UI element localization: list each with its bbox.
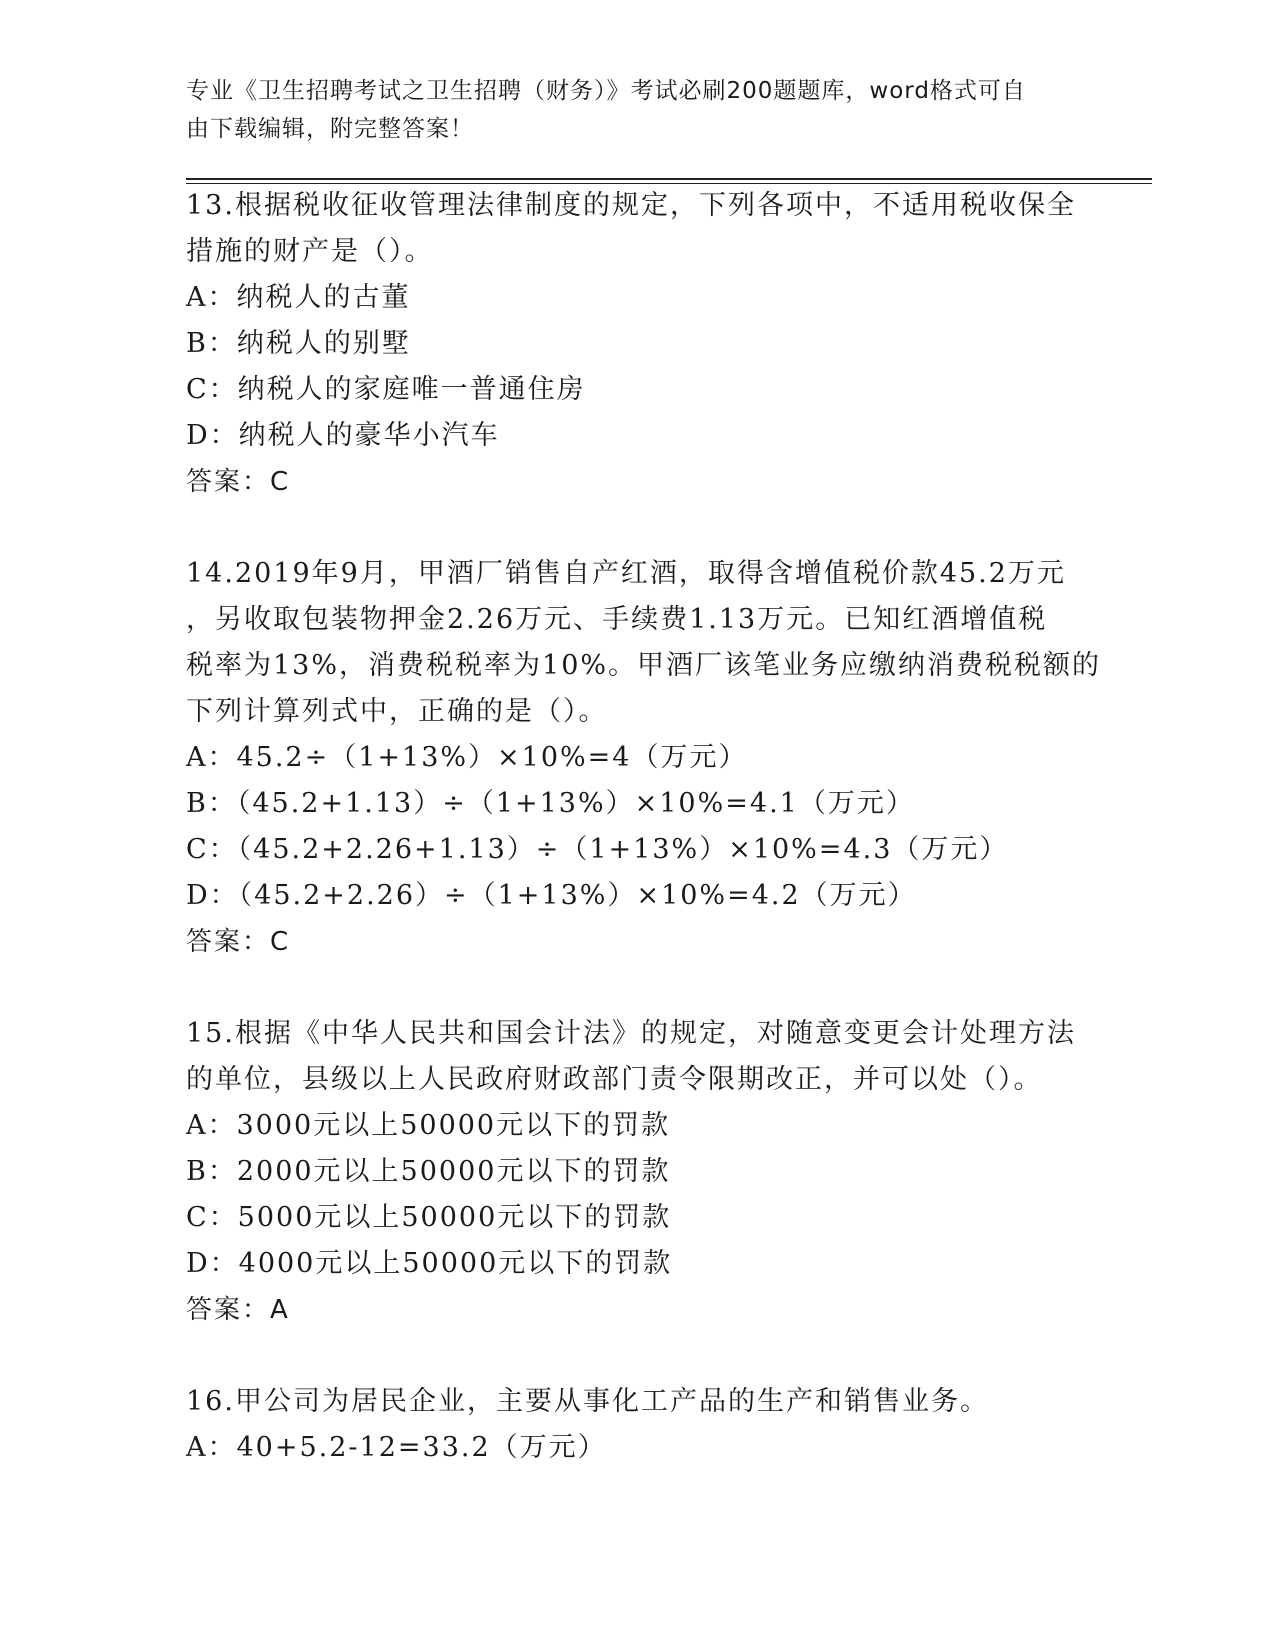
question-text: 的单位，县级以上人民政府财政部门责令限期改正，并可以处（）。 bbox=[186, 1064, 1043, 1095]
option-c: C：5000元以上50000元以下的罚款 bbox=[186, 1202, 672, 1233]
question-14 bbox=[186, 551, 1102, 965]
option-d: D：（45.2+2.26）÷（1+13%）×10%=4.2（万元） bbox=[186, 880, 917, 911]
option-b: B：（45.2+1.13）÷（1+13%）×10%=4.1（万元） bbox=[186, 788, 915, 819]
question-text: 措施的财产是（）。 bbox=[186, 236, 434, 267]
question-text: 下列计算列式中，正确的是（）。 bbox=[186, 696, 608, 727]
question-text: 16.甲公司为居民企业，主要从事化工产品的生产和销售业务。 bbox=[186, 1386, 989, 1417]
question-13 bbox=[186, 183, 1086, 505]
header-divider bbox=[186, 178, 1152, 180]
option-b: B：纳税人的别墅 bbox=[186, 328, 411, 359]
option-d: D：纳税人的豪华小汽车 bbox=[186, 420, 500, 451]
question-text: ，另收取包装物押金2.26万元、手续费1.13万元。已知红酒增值税 bbox=[186, 604, 1048, 635]
answer: 答案：C bbox=[186, 927, 291, 957]
document-header bbox=[186, 72, 1086, 148]
question-text: 13.根据税收征收管理法律制度的规定，下列各项中，不适用税收保全 bbox=[186, 190, 1076, 221]
header-line-2: 由下载编辑，附完整答案！ bbox=[186, 116, 474, 142]
question-16 bbox=[186, 1379, 1086, 1471]
question-text: 14.2019年9月，甲酒厂销售自产红酒，取得含增值税价款45.2万元 bbox=[186, 558, 1066, 589]
answer: 答案：A bbox=[186, 1295, 290, 1325]
question-15 bbox=[186, 1011, 1086, 1333]
question-text: 税率为13%，消费税税率为10%。甲酒厂该笔业务应缴纳消费税税额的 bbox=[186, 650, 1102, 681]
option-a: A：3000元以上50000元以下的罚款 bbox=[186, 1110, 671, 1141]
option-c: C：（45.2+2.26+1.13）÷（1+13%）×10%=4.3（万元） bbox=[186, 834, 1009, 865]
option-a: A：45.2÷（1+13%）×10%=4（万元） bbox=[186, 742, 748, 773]
option-a: A：纳税人的古董 bbox=[186, 282, 411, 313]
answer: 答案：C bbox=[186, 467, 291, 497]
header-line-1: 专业《卫生招聘考试之卫生招聘（财务）》考试必刷200题题库，word格式可自 bbox=[186, 78, 1026, 104]
option-d: D：4000元以上50000元以下的罚款 bbox=[186, 1248, 673, 1279]
option-c: C：纳税人的家庭唯一普通住房 bbox=[186, 374, 586, 405]
question-text: 15.根据《中华人民共和国会计法》的规定，对随意变更会计处理方法 bbox=[186, 1018, 1076, 1049]
option-a: A：40+5.2-12=33.2（万元） bbox=[186, 1432, 607, 1463]
option-b: B：2000元以上50000元以下的罚款 bbox=[186, 1156, 671, 1187]
